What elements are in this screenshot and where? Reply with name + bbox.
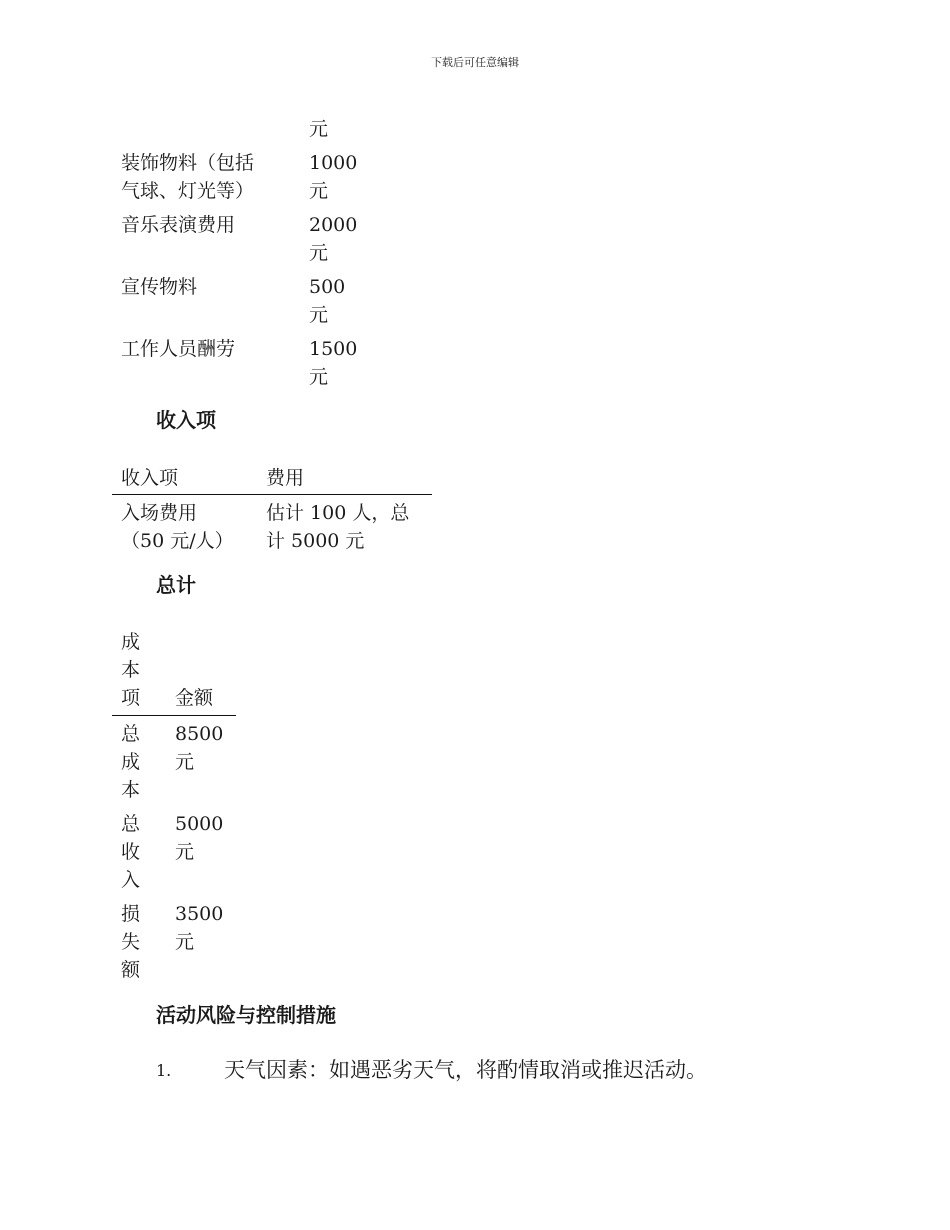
risk-item-text: 天气因素：如遇恶劣天气，将酌情取消或推迟活动。 bbox=[224, 1058, 707, 1082]
total-row-label-char: 本 bbox=[121, 779, 141, 801]
income-row-fee-line1: 估计 100 人，总 bbox=[266, 502, 410, 524]
cost-amount-promo: 500 bbox=[309, 276, 346, 298]
cost-item-promo: 宣传物料 bbox=[121, 276, 198, 298]
cost-item-music: 音乐表演费用 bbox=[121, 214, 236, 236]
total-row-unit: 元 bbox=[175, 931, 195, 953]
total-row-amount: 5000 bbox=[175, 813, 224, 835]
total-header-char: 项 bbox=[121, 687, 141, 709]
cost-unit-music: 元 bbox=[309, 242, 329, 264]
income-header-rule bbox=[112, 494, 432, 495]
cost-top-unit: 元 bbox=[309, 118, 329, 140]
income-header-fee: 费用 bbox=[266, 467, 305, 489]
total-row-label-char: 成 bbox=[121, 751, 141, 773]
total-header-char: 成 bbox=[121, 631, 141, 653]
risk-item-number: 1. bbox=[156, 1061, 172, 1080]
total-row-unit: 元 bbox=[175, 841, 195, 863]
total-header-rule bbox=[112, 715, 236, 716]
total-row-label-char: 额 bbox=[121, 959, 141, 981]
cost-item-decoration-line1: 装饰物料（包括 bbox=[121, 152, 255, 174]
total-header-amount: 金额 bbox=[175, 687, 214, 709]
total-row-amount: 3500 bbox=[175, 903, 224, 925]
total-row-label-char: 损 bbox=[121, 903, 141, 925]
total-row-unit: 元 bbox=[175, 751, 195, 773]
total-row-label-char: 收 bbox=[121, 841, 141, 863]
risk-heading: 活动风险与控制措施 bbox=[156, 1003, 336, 1027]
cost-amount-decoration: 1000 bbox=[309, 152, 358, 174]
total-header-char: 本 bbox=[121, 659, 141, 681]
total-heading: 总计 bbox=[156, 573, 196, 597]
total-row-label-char: 总 bbox=[121, 813, 141, 835]
cost-item-staff: 工作人员酬劳 bbox=[121, 338, 236, 360]
cost-unit-decoration: 元 bbox=[309, 180, 329, 202]
income-header-item: 收入项 bbox=[121, 467, 179, 489]
income-heading: 收入项 bbox=[156, 408, 216, 432]
total-row-label-char: 失 bbox=[121, 931, 141, 953]
header-note: 下载后可任意编辑 bbox=[431, 56, 519, 69]
income-row-item-line1: 入场费用 bbox=[121, 502, 198, 524]
total-row-amount: 8500 bbox=[175, 723, 224, 745]
income-row-fee-line2: 计 5000 元 bbox=[266, 530, 365, 552]
cost-amount-music: 2000 bbox=[309, 214, 358, 236]
cost-amount-staff: 1500 bbox=[309, 338, 358, 360]
total-row-label-char: 总 bbox=[121, 723, 141, 745]
total-row-label-char: 入 bbox=[121, 869, 141, 891]
cost-unit-promo: 元 bbox=[309, 304, 329, 326]
cost-unit-staff: 元 bbox=[309, 366, 329, 388]
income-row-item-line2: （50 元/人） bbox=[121, 530, 234, 552]
cost-item-decoration-line2: 气球、灯光等） bbox=[121, 180, 255, 202]
